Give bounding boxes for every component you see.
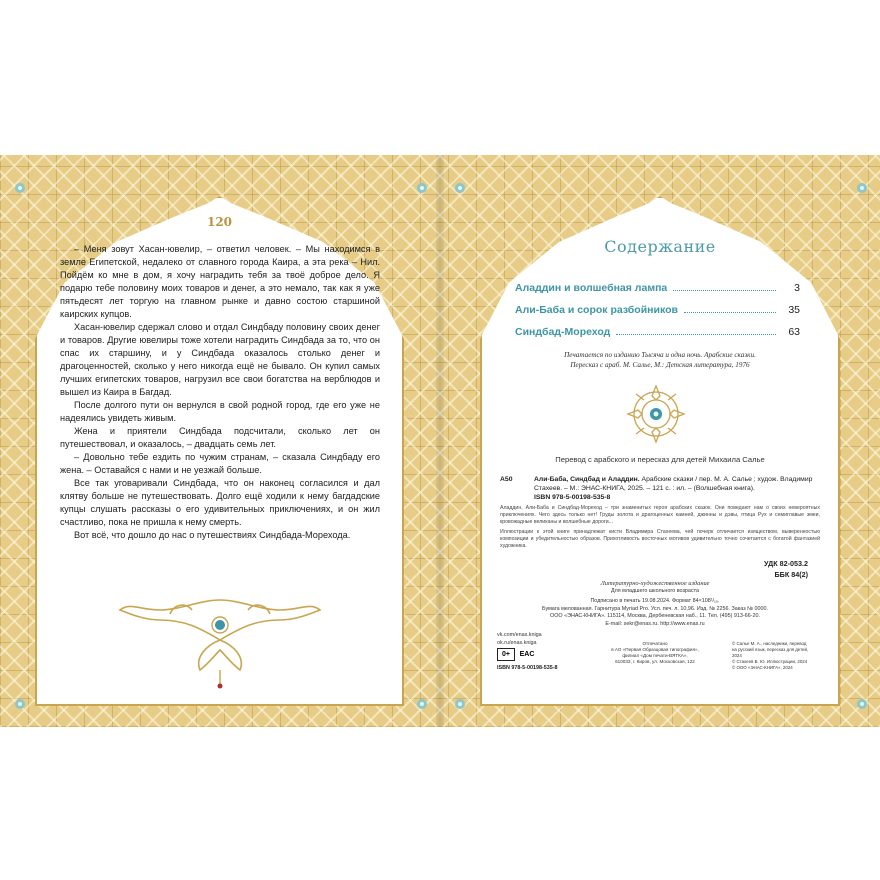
catalog-entry <box>534 475 820 493</box>
rosette-ornament <box>14 179 26 191</box>
rosette-ornament <box>416 695 428 707</box>
rosette-ornament <box>14 695 26 707</box>
rosette-ornament <box>856 179 868 191</box>
source-note-line: Печатается по изданию Тысяча и одна ночь. Арабские сказки. <box>564 351 756 359</box>
copyright-line: © Стахеев В. Ю. Иллюстрации, 2024 <box>732 659 808 664</box>
source-note <box>520 350 800 370</box>
imprint-line: Подписано в печать 19.08.2024. Формат 84×108¹/₁₆. <box>590 598 720 604</box>
udk-code: УДК 82-053.2 <box>764 559 808 568</box>
book-spread <box>0 155 880 727</box>
imprint-line: Бумага мелованная. Гарнитура Myriad Pro. Усл. печ. л. 10,96. Изд. № 2256. Заказ № 0000. <box>542 605 768 612</box>
toc-entry[interactable] <box>515 326 800 348</box>
printer-line: Отпечатано <box>642 641 668 646</box>
story-paragraph: Все так уговаривали Синдбада, что он наконец согласился и дал клятву больше не путешествовать. Долго ещё ходили к нему багдадские купцы слушать рассказы о его удивительных приключениях, и он жил счастливо, пока не пришла к нему смерть. <box>60 478 380 527</box>
annotation: Аладдин, Али-Баба и Синдбад-Мореход – три знаменитых героя арабских сказок. Они поведают нам о своих невероятных приключениях. Чего здесь только нет! Груды золота и драгоценных камней, джинны и дэвы, птица Рух и семиглавые змеи, кровожадные великаны и волшебные дороги... <box>500 505 820 525</box>
imprint-line: ООО «ЭНАС-КНИГА». 115114, Москва, Дербеневская наб., 11. Тел. (495) 913-66-20. <box>550 613 760 619</box>
right-page-panel <box>480 196 840 706</box>
age-rating-badge: 0+ <box>497 648 515 661</box>
imprint-line: E-mail: sekr@enas.ru. http://www.enas.ru <box>605 620 705 627</box>
rosette-ornament <box>416 179 428 191</box>
catalog-details: Арабские сказки / пер. М. А. Салье ; худож. Владимир Стахеев. – М.: ЭНАС-КНИГА, 2025. – 121 с. : ил. – (Волшебная книга). <box>534 476 813 492</box>
social-link-vk[interactable]: vk.com/enas.kniga <box>497 632 542 638</box>
translation-credit: Перевод с арабского и пересказ для детей Михаила Салье <box>555 455 765 464</box>
copyright-line: © ООО «ЭНАС-КНИГА», 2024 <box>732 665 793 670</box>
page-gutter <box>436 155 444 727</box>
classification-codes <box>764 558 808 580</box>
imprint-age: Для младшего школьного возраста <box>610 587 700 594</box>
imprint <box>540 580 770 628</box>
copyright-block <box>732 641 832 671</box>
social-links <box>497 631 542 647</box>
copyright-line: © Салье М. А., наследники, перевод <box>732 641 807 646</box>
story-paragraph: Жена и приятели Синдбада подсчитали, сколько лет он путешествовал, и оказалось, – двадцать семь лет. <box>60 426 380 449</box>
toc-entry-title: Али-Баба и сорок разбойников <box>515 304 678 316</box>
story-paragraph: – Меня зовут Хасан-ювелир, – ответил человек. – Мы находимся в земле Египетской, недалеко от славного города Каира, а эта река – Нил. Пойдём ко мне в дом, я хочу наградить тебя за твоё доброе дело. Я подарю тебе половину моих товаров и денег, а это немало, так как я уже пятьдесят лет торгую на главном рынке и давно состою старшиной каирских купцов. <box>60 244 380 319</box>
toc-entry[interactable] <box>515 282 800 304</box>
catalog-code: А50 <box>500 476 513 483</box>
toc-entry-page: 63 <box>788 326 800 338</box>
printer-line: филиал «Дом печати-ВЯТКА», <box>622 653 688 658</box>
toc-leader-dots <box>684 305 776 313</box>
story-text <box>60 243 380 542</box>
certification-marks <box>497 648 536 661</box>
copyright-line: 2024 <box>732 653 742 658</box>
isbn-barcode-label: ISBN 978-5-00198-535-8 <box>497 665 558 671</box>
story-paragraph: – Довольно тебе ездить по чужим странам, – сказала Синдбаду его жена. – Оставайся с нами и не уезжай больше. <box>60 452 380 475</box>
rosette-ornament <box>454 695 466 707</box>
bibliographic-record <box>500 475 820 550</box>
source-note-line: Пересказ с араб. М. Салье, М.: Детская литература, 1976 <box>570 361 750 369</box>
medallion-ornament <box>624 382 688 446</box>
catalog-title: Али-Баба, Синдбад и Аладдин. <box>534 476 640 483</box>
rosette-ornament <box>856 695 868 707</box>
bbk-code: ББК 84(2) <box>774 570 808 579</box>
story-paragraph: После долгого пути он вернулся в свой родной город, где его уже не надеялись увидеть живым. <box>60 400 380 423</box>
story-paragraph: Хасан-ювелир сдержал слово и отдал Синдбаду половину своих денег и товаров. Другие ювелиры тоже хотели наградить Синдбада за то, что он спас их старшину, и у Синдбада оказалось столько денег и драгоценностей, сколько у него никогда ещё не бывало. Он купил самых лучших египетских товаров, нагрузил все свои богатства на верблюдов и вышел из Каира в Багдад. <box>60 322 380 397</box>
arabesque-ornament <box>100 580 340 690</box>
toc-entry-title: Синдбад-Мореход <box>515 326 611 338</box>
copyright-line: на русский язык, пересказ для детей, <box>732 647 809 652</box>
story-paragraph: Вот всё, что дошло до нас о путешествиях Синдбада-Морехода. <box>74 530 351 540</box>
toc-leader-dots <box>673 283 776 291</box>
page-number: 120 <box>206 215 233 229</box>
rosette-ornament <box>454 179 466 191</box>
printer-info <box>600 641 710 665</box>
table-of-contents <box>515 282 800 348</box>
printer-line: 610033, г. Киров, ул. Московская, 122 <box>615 659 695 664</box>
printer-line: в АО «Первая Образцовая типография», <box>611 647 699 652</box>
annotation: Иллюстрации к этой книге принадлежат кисти Владимира Стахеева, чей почерк отличается изяществом, выверенностью композиции и убедительностью образов. Прихотливость восточных мотивов удивительно точно сочетается с богатой фантазией художника. <box>500 529 820 549</box>
eac-mark: EAC <box>519 651 535 658</box>
social-link-ok[interactable]: ok.ru/enas.kniga <box>497 640 537 646</box>
toc-entry-title: Аладдин и волшебная лампа <box>515 282 668 294</box>
toc-entry-page: 3 <box>794 282 800 294</box>
toc-leader-dots <box>616 327 776 335</box>
toc-entry-page: 35 <box>788 304 800 316</box>
catalog-isbn: ISBN 978-5-00198-535-8 <box>534 494 611 501</box>
imprint-genre: Литературно-художественное издание <box>600 580 710 587</box>
toc-entry[interactable] <box>515 304 800 326</box>
contents-title: Содержание <box>604 237 716 256</box>
